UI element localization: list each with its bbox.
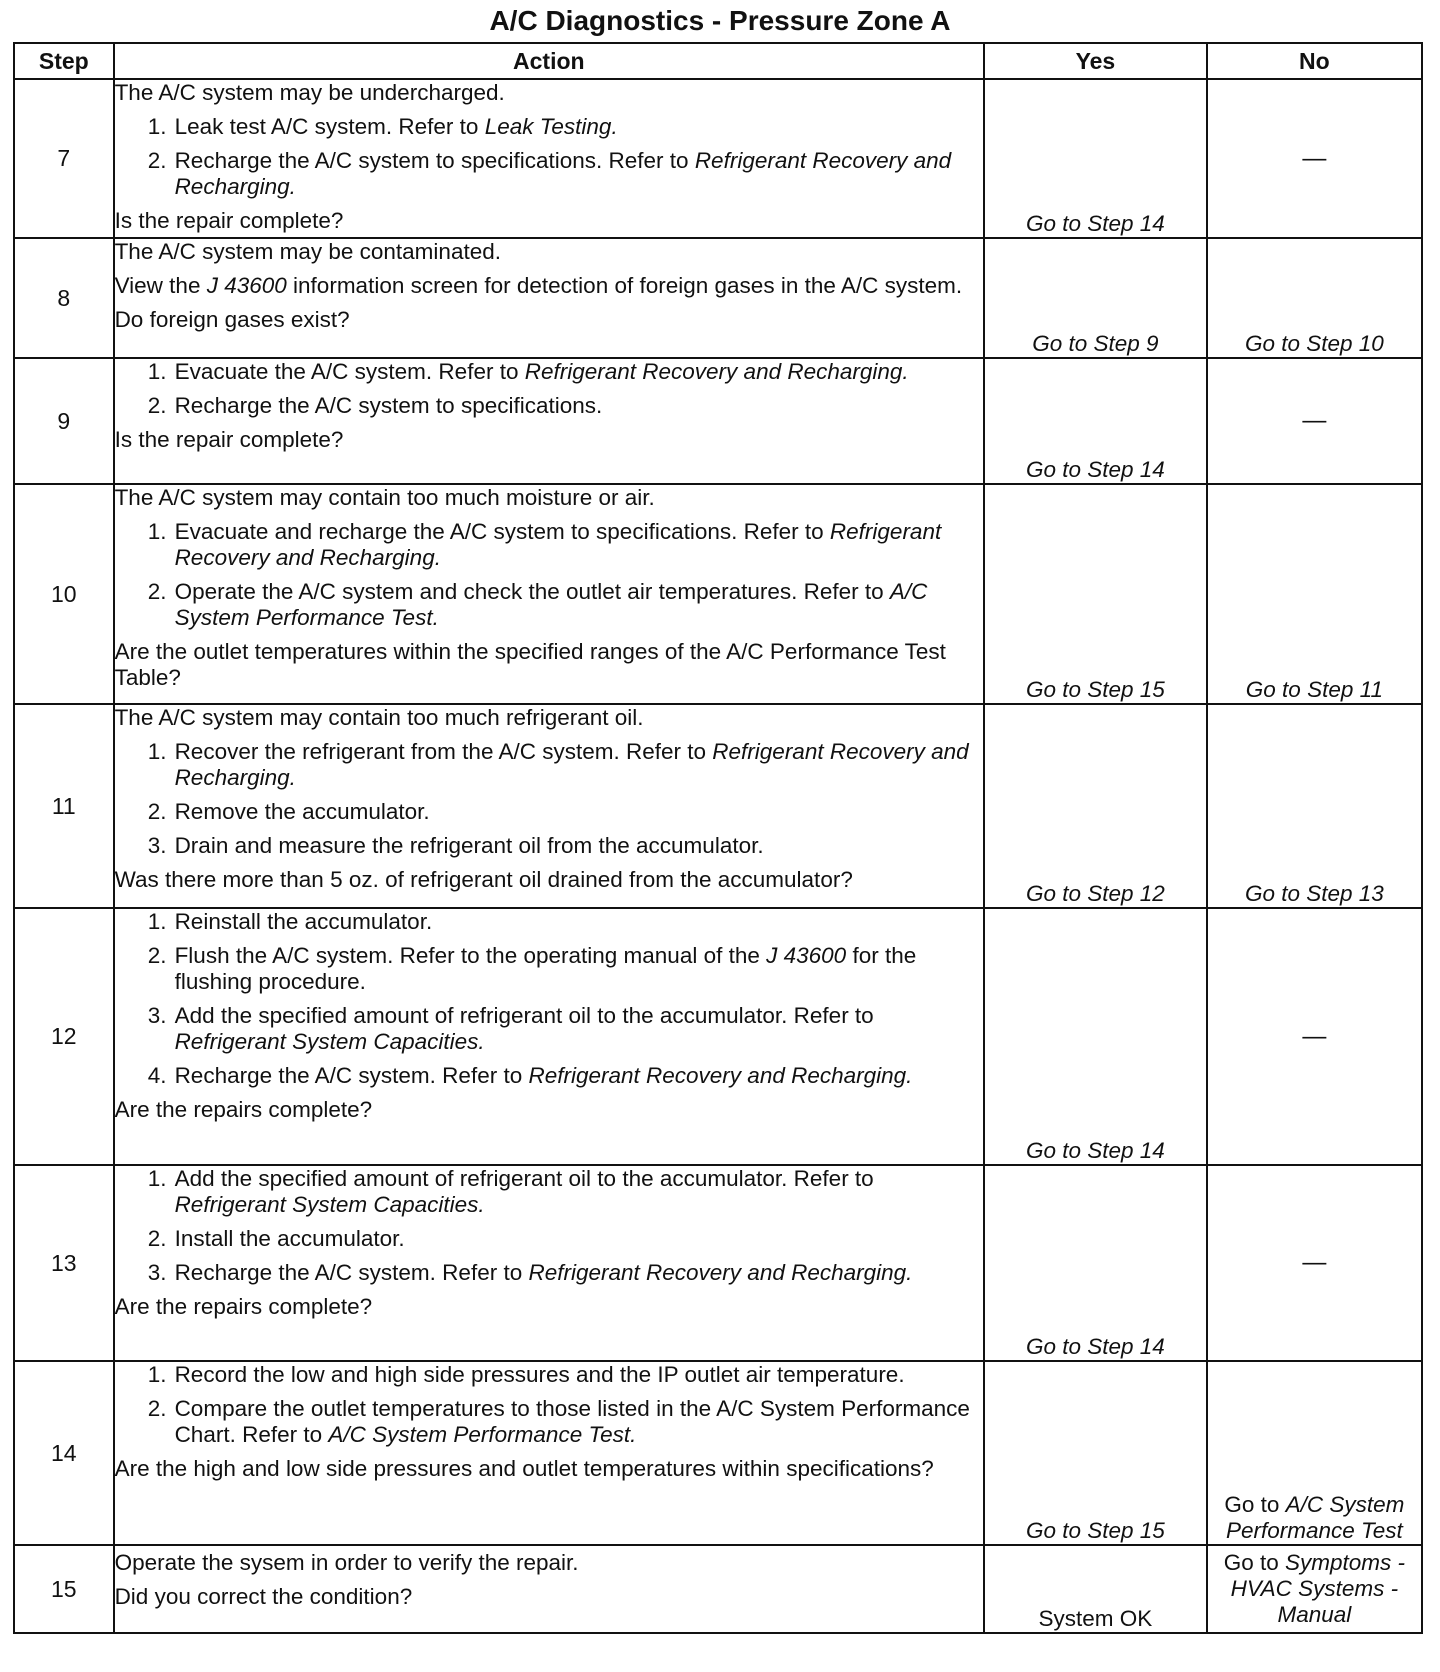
header-step: Step (14, 43, 114, 79)
table-row (14, 358, 1422, 484)
list-item: 1. Evacuate and recharge the A/C system to specifications. Refer to Refrigerant Recovery and Recharging. (147, 519, 942, 570)
step-number: 8 (14, 238, 114, 358)
table-row (14, 1165, 1422, 1361)
step-number: 13 (14, 1165, 114, 1361)
list-item: 1. Recover the refrigerant from the A/C system. Refer to Refrigerant Recovery and Recharging. (147, 739, 969, 790)
reference-link: Refrigerant Recovery and Recharging. (174, 148, 952, 199)
reference-link: Refrigerant Recovery and Recharging. (528, 1260, 913, 1285)
action-cell (114, 79, 984, 238)
action-intro: The A/C system may contain too much refrigerant oil. (114, 705, 644, 730)
table-row (14, 238, 1422, 358)
step-number: 15 (14, 1545, 114, 1633)
action-intro: Operate the sysem in order to verify the repair. (114, 1550, 579, 1575)
header-yes: Yes (984, 43, 1207, 79)
reference-link: Leak Testing. (484, 114, 618, 139)
table-row (14, 704, 1422, 908)
header-no: No (1207, 43, 1422, 79)
yes-cell: Go to Step 14 (984, 1165, 1207, 1361)
action-question: Are the outlet temperatures within the specified ranges of the A/C Performance Test Table? (114, 639, 946, 690)
action-question: Do foreign gases exist? (114, 307, 350, 332)
no-cell: Go to Step 10 (1207, 238, 1422, 358)
action-intro: The A/C system may be undercharged. (114, 80, 505, 105)
step-number: 10 (14, 484, 114, 704)
action-cell (114, 358, 984, 484)
list-item: 1. Leak test A/C system. Refer to Leak Testing. (147, 114, 618, 139)
header-row (14, 43, 1422, 79)
action-cell (114, 484, 984, 704)
action-cell (114, 1165, 984, 1361)
action-cell (114, 238, 984, 358)
reference-link: Refrigerant Recovery and Recharging. (174, 519, 942, 570)
yes-cell: Go to Step 14 (984, 358, 1207, 484)
reference-link: A/C System Performance Test. (174, 579, 928, 630)
list-item: 2. Recharge the A/C system to specifications. Refer to Refrigerant Recovery and Recharging. (147, 148, 952, 199)
no-cell: Go to Step 13 (1207, 704, 1422, 908)
action-question: Did you correct the condition? (114, 1584, 413, 1609)
reference-link: Refrigerant Recovery and Recharging. (524, 359, 909, 384)
yes-cell: Go to Step 12 (984, 704, 1207, 908)
action-cell (114, 1361, 984, 1545)
reference-link: Symptoms - HVAC Systems - Manual (1230, 1550, 1406, 1627)
action-question: Are the repairs complete? (114, 1294, 373, 1319)
action-question: Was there more than 5 oz. of refrigerant oil drained from the accumulator? (114, 867, 853, 892)
action-intro: The A/C system may be contaminated. (114, 239, 501, 264)
list-item: 4. Recharge the A/C system. Refer to Refrigerant Recovery and Recharging. (147, 1063, 913, 1088)
reference-link: Refrigerant Recovery and Recharging. (528, 1063, 913, 1088)
table-row (14, 484, 1422, 704)
reference-link: Refrigerant System Capacities. (174, 1192, 485, 1217)
list-item: 1. Record the low and high side pressures and the IP outlet air temperature. (147, 1362, 905, 1387)
tool-reference: J 43600 (206, 273, 287, 298)
reference-link: Refrigerant System Capacities. (174, 1029, 485, 1054)
no-cell: — (1207, 79, 1422, 238)
list-item: 1. Reinstall the accumulator. (147, 909, 433, 934)
list-item: 3. Recharge the A/C system. Refer to Refrigerant Recovery and Recharging. (147, 1260, 913, 1285)
yes-cell: Go to Step 15 (984, 484, 1207, 704)
table-row (14, 1545, 1422, 1633)
action-question: Is the repair complete? (114, 208, 344, 233)
list-item: 3. Drain and measure the refrigerant oil from the accumulator. (147, 833, 764, 858)
list-item: 2. Operate the A/C system and check the outlet air temperatures. Refer to A/C System Performance Test. (147, 579, 928, 630)
list-item: 3. Add the specified amount of refrigerant oil to the accumulator. Refer to Refrigerant System Capacities. (147, 1003, 874, 1054)
no-cell: Go to Symptoms - HVAC Systems - Manual (1207, 1545, 1422, 1633)
action-question: Are the repairs complete? (114, 1097, 373, 1122)
action-question: Are the high and low side pressures and outlet temperatures within specifications? (114, 1456, 934, 1481)
step-number: 11 (14, 704, 114, 908)
action-paragraph: View the J 43600 information screen for detection of foreign gases in the A/C system. (114, 273, 963, 298)
step-number: 9 (14, 358, 114, 484)
yes-cell: Go to Step 14 (984, 908, 1207, 1165)
diagnostic-table (13, 42, 1423, 1634)
list-item: 1. Add the specified amount of refrigerant oil to the accumulator. Refer to Refrigerant System Capacities. (147, 1166, 874, 1217)
yes-cell: Go to Step 14 (984, 79, 1207, 238)
no-cell: Go to Step 11 (1207, 484, 1422, 704)
reference-link: A/C System Performance Test. (328, 1422, 637, 1447)
list-item: 2. Recharge the A/C system to specifications. (147, 393, 603, 418)
reference-link: Refrigerant Recovery and Recharging. (174, 739, 969, 790)
tool-reference: J 43600 (766, 943, 847, 968)
list-item: 2. Compare the outlet temperatures to those listed in the A/C System Performance Chart. Refer to A/C System Performance Test. (147, 1396, 970, 1447)
step-number: 7 (14, 79, 114, 238)
list-item: 2. Flush the A/C system. Refer to the operating manual of the J 43600 for the flushing procedure. (147, 943, 917, 994)
yes-cell: Go to Step 9 (984, 238, 1207, 358)
yes-cell: Go to Step 15 (984, 1361, 1207, 1545)
action-cell (114, 908, 984, 1165)
action-cell (114, 704, 984, 908)
action-intro: The A/C system may contain too much moisture or air. (114, 485, 655, 510)
table-row (14, 1361, 1422, 1545)
page-title: A/C Diagnostics - Pressure Zone A (489, 5, 951, 36)
action-cell (114, 1545, 984, 1633)
step-number: 14 (14, 1361, 114, 1545)
action-question: Is the repair complete? (114, 427, 344, 452)
list-item: 1. Evacuate the A/C system. Refer to Refrigerant Recovery and Recharging. (147, 359, 909, 384)
reference-link: A/C System Performance Test (1226, 1492, 1405, 1543)
step-number: 12 (14, 908, 114, 1165)
list-item: 2. Install the accumulator. (147, 1226, 405, 1251)
list-item: 2. Remove the accumulator. (147, 799, 430, 824)
yes-cell: System OK (984, 1545, 1207, 1633)
no-cell: Go to A/C System Performance Test (1207, 1361, 1422, 1545)
table-row (14, 908, 1422, 1165)
table-row (14, 79, 1422, 238)
no-cell: — (1207, 1165, 1422, 1361)
header-action: Action (114, 43, 984, 79)
no-cell: — (1207, 908, 1422, 1165)
no-cell: — (1207, 358, 1422, 484)
